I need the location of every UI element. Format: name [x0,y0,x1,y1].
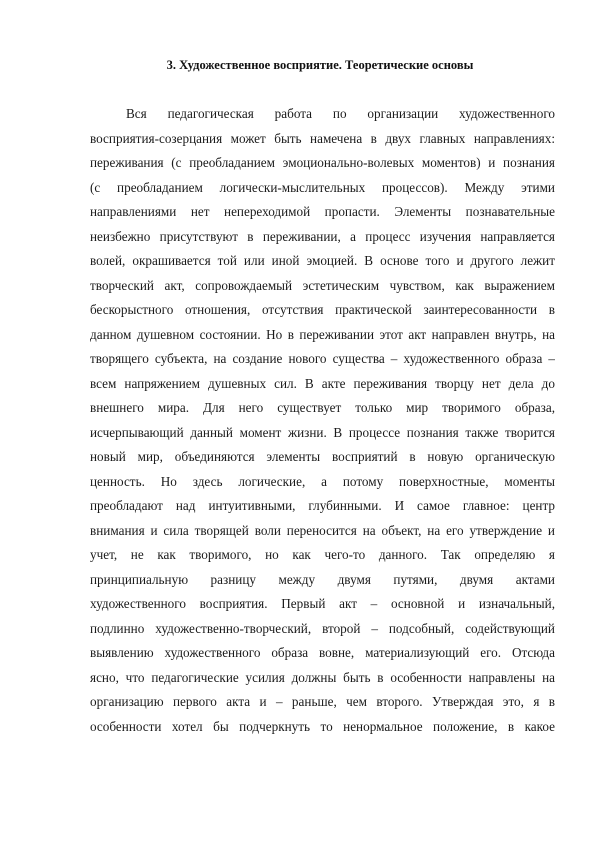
text-line: данном душевном состоянии. Но в переживании этот акт направлен внутрь, на [90,326,555,342]
text-line: неизбежно присутствуют в переживании, а процесс изучения направляется [90,228,555,244]
text-line: преобладают над интуитивными, глубинными. И самое главное: центр [90,498,555,513]
text-line: всем напряжением душевных сил. В акте переживания творцу нет дела до [90,375,555,391]
text-line: ценность. Но здесь логические, а потому поверхностные, моменты [90,473,555,489]
text-line: волей, окрашивается той или иной эмоцией. В основе того и другого лежит [90,253,555,268]
text-line: учет, не как творимого, но как чего-то данного. Так определяю я [90,547,555,562]
text-line: принципиальную разницу между двумя путями, двумя актами [90,571,555,587]
text-line: творческий акт, сопровождаемый эстетическим чувством, как выражением [90,277,555,293]
section-heading: 3. Художественное восприятие. Теоретические основы [166,58,474,72]
text-line: выявлению художественного образа вовне, материализующий его. Отсюда [90,645,555,660]
text-line: исчерпывающий данный момент жизни. В процессе познания также творится [90,424,555,440]
text-line: восприятия-созерцания может быть намечена в двух главных направлениях: [90,130,555,146]
text-line: направлениями нет непереходимой пропасти. Элементы познавательные [90,204,555,219]
text-line: внешнего мира. Для него существует только мир творимого образа, [90,400,555,415]
text-line: внимания и сила творящей воли переносится на объект, на его утверждение и [90,522,555,538]
text-line: организацию первого акта и – раньше, чем второго. Утверждая это, я в [90,694,555,709]
text-line: особенности хотел бы подчеркнуть то ненормальное положение, в какое [90,718,555,734]
text-line: новый мир, объединяются элементы восприятий в новую органическую [90,449,555,464]
text-line: Вся педагогическая работа по организации художественного [126,106,555,121]
text-line: ясно, что педагогические усилия должны быть в особенности направлены на [90,669,555,685]
text-line: переживания (с преобладанием эмоционально-волевых моментов) и познания [90,155,555,170]
body-paragraph [90,102,555,739]
text-line: творящего субъекта, на создание нового существа – художественного образа – [90,351,555,366]
text-line: подлинно художественно-творческий, второй – подсобный, содействующий [90,620,555,636]
text-line: (с преобладанием логически-мыслительных процессов). Между этими [90,179,555,195]
text-line: бескорыстного отношения, отсутствия практической заинтересованности в [90,302,555,317]
text-line: художественного восприятия. Первый акт – основной и изначальный, [90,596,555,611]
